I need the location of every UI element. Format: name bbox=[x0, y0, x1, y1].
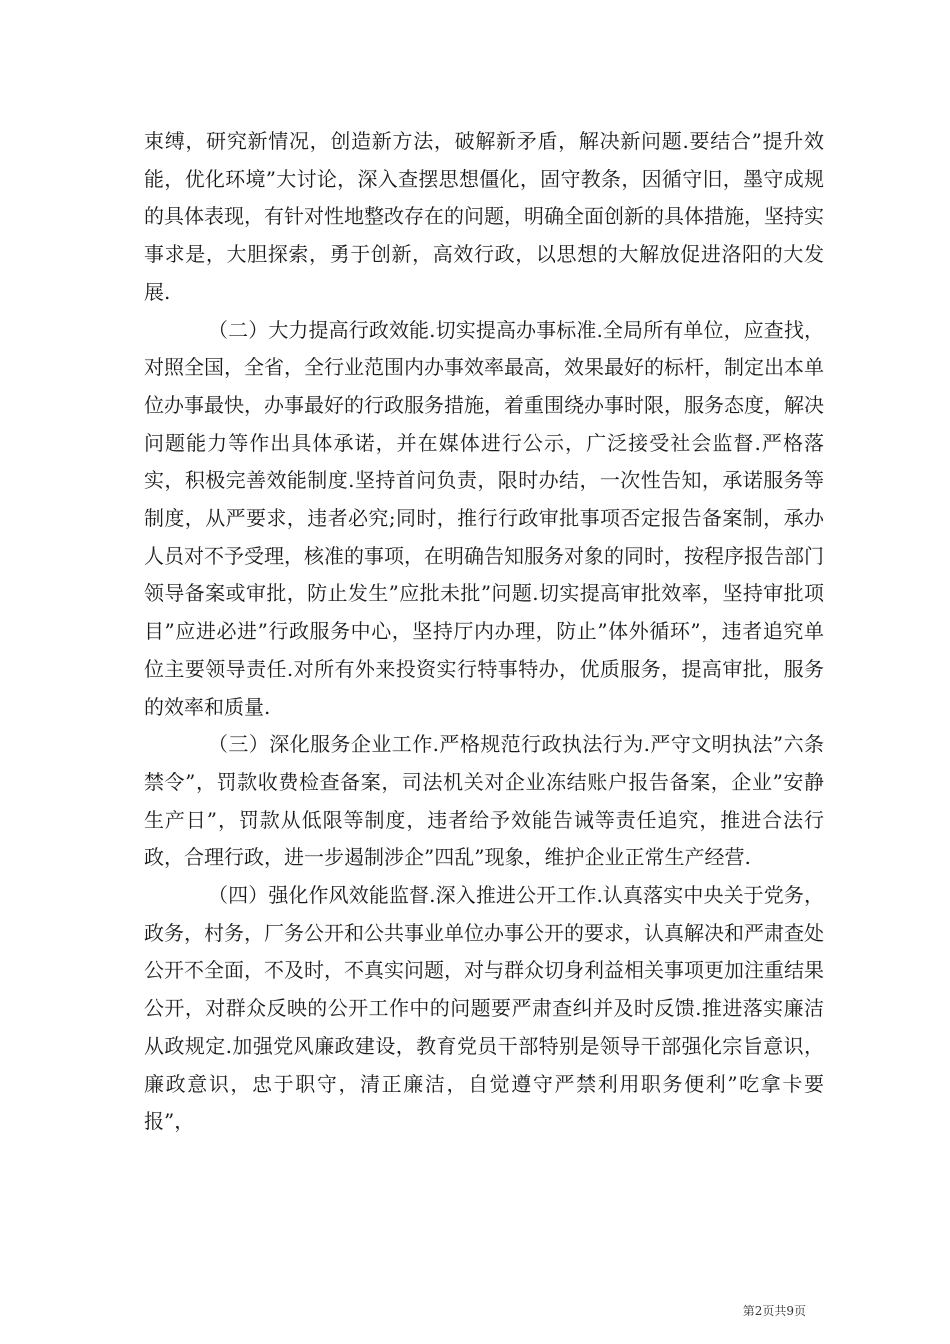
paragraph-continuation: 束缚，研究新情况，创造新方法，破解新矛盾，解决新问题.要结合”提升效能，优化环境”大讨论，深入查摆思想僵化，固守教条，因循守旧，墨守成规的具体表现，有针对性地整改存在的问题，明确全面创新的具体措施，坚持实事求是，大胆探索，勇于创新，高效行政，以思想的大解放促进洛阳的大发展. bbox=[144, 129, 824, 304]
page-number-footer: 第2页共9页 bbox=[742, 1304, 806, 1318]
document-body bbox=[144, 123, 824, 1141]
paragraph-section-2: （二）大力提高行政效能.切实提高办事标准.全局所有单位，应查找，对照全国，全省，全行业范围内办事效率最高，效果最好的标杆，制定出本单位办事最快，办事最好的行政服务措施，着重围绕办事时限，服务态度，解决问题能力等作出具体承诺，并在媒体进行公示，广泛接受社会监督.严格落实，积极完善效能制度.坚持首问负责，限时办结，一次性告知，承诺服务等制度，从严要求，违者必究;同时，推行行政审批事项否定报告备案制，承办人员对不予受理，核准的事项，在明确告知服务对象的同时，按程序报告部门领导备案或审批，防止发生”应批未批”问题.切实提高审批效率，坚持审批项目”应进必进”行政服务中心，坚持厅内办理，防止”体外循环”，违者追究单位主要领导责任.对所有外来投资实行特事特办，优质服务，提高审批，服务的效率和质量. bbox=[144, 317, 824, 719]
paragraph-section-3: （三）深化服务企业工作.严格规范行政执法行为.严守文明执法”六条禁令”，罚款收费检查备案，司法机关对企业冻结账户报告备案，企业”安静生产日”，罚款从低限等制度，违者给予效能告诫等责任追究，推进合法行政，合理行政，进一步遏制涉企”四乱”现象，维护企业正常生产经营. bbox=[144, 732, 824, 870]
paragraph-section-4: （四）强化作风效能监督.深入推进公开工作.认真落实中央关于党务，政务，村务，厂务公开和公共事业单位办事公开的要求，认真解决和严肃查处公开不全面，不及时，不真实问题，对与群众切身利益相关事项更加注重结果公开，对群众反映的公开工作中的问题要严肃查纠并及时反馈.推进落实廉洁从政规定.加强党风廉政建设，教育党员干部特别是领导干部强化宗旨意识，廉政意识，忠于职守，清正廉洁，自觉遵守严禁利用职务便利”吃拿卡要报”， bbox=[144, 883, 824, 1134]
